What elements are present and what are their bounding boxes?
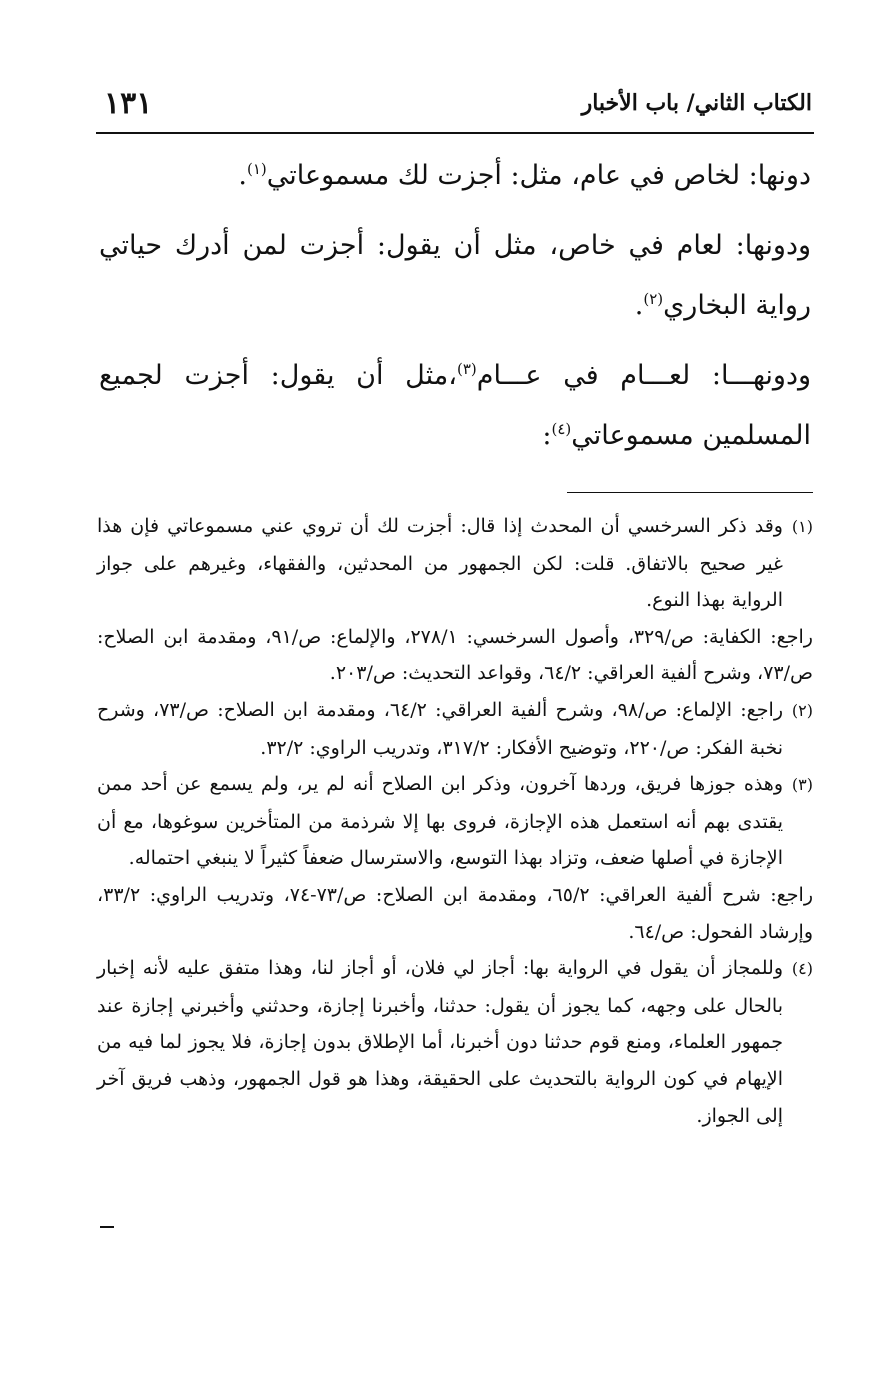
footnote-text: وهذه جوزها فريق، وردها آخرون، وذكر ابن الصلاح أنه لم ير، ولم يسمع عن أحد ممن يقتدى بهم أنه استعمل هذه الإجازة، فروى بها إلا شرذمة من المتأخرين سوغوها، مع أن الإجازة في أصلها ضعف، وتزاد بهذا التوسع، والاسترسال ضعفاً كثيراً لا ينبغي احتماله.	[97, 773, 783, 870]
footnote-marker: (٣)	[791, 775, 813, 795]
footnote-separator	[567, 492, 813, 493]
main-paragraph-3: ودونهـــا: لعـــام في عـــام$^{(٣)}$،مثل أن يقول: أجزت لجميع المسلمين مسموعاتي$^{(٤)}$:	[99, 360, 812, 451]
footnote-text: وللمجاز أن يقول في الرواية بها: أجاز لي فلان، أو أجاز لنا، وهذا متفق عليه لأنه إخبار بالحال على وجهه، كما يجوز أن يقول: حدثنا، وأخبرنا إجازة، وحدثني وأخبرني إجازة عند جمهور العلماء، ومنع قوم حدثنا دون أخبرنا، أما الإطلاق بدون إجازة، فلا يجوز لما فيه من الإيهام في كون الرواية بالتحديث على الحقيقة، وهذا هو قول الجمهور، وذهب فريق آخر إلى الجواز.	[97, 957, 783, 1127]
footnote-text: راجع: الإلماع: ص/٩٨، وشرح ألفية العراقي: ٦٤/٢، ومقدمة ابن الصلاح: ص/٧٣، وشرح نخبة الفكر: ص/٢٢٠، وتوضيح الأفكار: ٣١٧/٢، وتدريب الراوي: ٣٢/٢.	[97, 698, 783, 759]
footnote-2	[97, 692, 813, 766]
footnote-marker: (٤)	[791, 959, 813, 979]
footnote-ref-1: (١)	[246, 160, 267, 178]
footnote-marker: (٢)	[791, 700, 813, 720]
footnote-ref-4: (٤)	[551, 420, 572, 438]
footnote-marker: (١)	[791, 517, 813, 536]
footnote-3-references: راجع: شرح ألفية العراقي: ٦٥/٢، ومقدمة ابن الصلاح: ص/٧٣-٧٤، وتدريب الراوي: ٣٣/٢، وإرشاد الفحول: ص/٦٤.	[97, 883, 813, 943]
footnotes	[97, 508, 813, 1134]
header-rule	[96, 132, 814, 134]
continuation-mark	[100, 1226, 114, 1228]
footnote-ref-2: (٢)	[643, 290, 664, 308]
page-number: ١٣١	[104, 86, 153, 121]
footnote-4	[97, 950, 813, 1134]
footnote-text: وقد ذكر السرخسي أن المحدث إذا قال: أجزت لك أن تروي عني مسموعاتي فإن هذا غير صحيح بالاتفاق. قلت: لكن الجمهور من المحدثين، والفقهاء، وغيرهم على جواز الرواية بهذا النوع.	[97, 515, 783, 612]
page-header	[100, 86, 812, 126]
running-title: الكتاب الثاني/ باب الأخبار	[581, 90, 812, 116]
footnote-1-references: راجع: الكفاية: ص/٣٢٩، وأصول السرخسي: ٢٧٨/١، والإلماع: ص/٩١، ومقدمة ابن الصلاح: ص/٧٣، وشرح ألفية العراقي: ٦٤/٢، وقواعد التحديث: ص/٢٠٣.	[97, 625, 813, 685]
main-paragraph-2: ودونها: لعام في خاص، مثل أن يقول: أجزت لمن أدرك حياتي رواية البخاري$^{(٢)}$.	[99, 230, 811, 321]
footnote-3	[97, 766, 813, 877]
main-paragraph-1: دونها: لخاص في عام، مثل: أجزت لك مسموعاتي$^{(١)}$.	[238, 160, 811, 191]
footnote-ref-3: (٣)	[456, 360, 477, 378]
footnote-1	[97, 508, 813, 619]
main-text	[99, 146, 811, 476]
